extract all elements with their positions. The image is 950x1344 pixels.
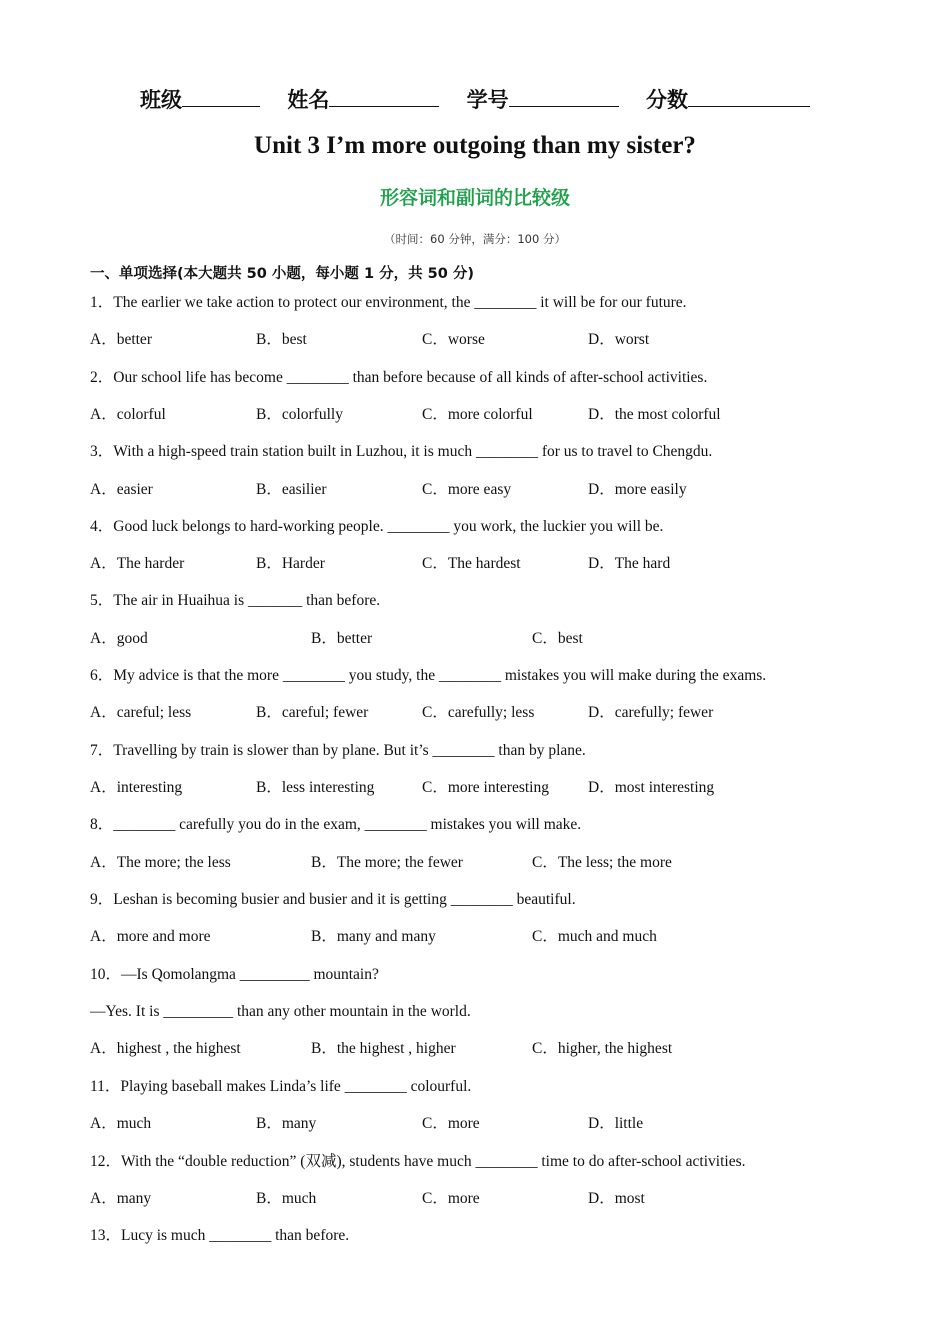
name-blank[interactable]: [329, 86, 439, 107]
question-stem: 1．The earlier we take action to protect our environment, the ________ it will be for our future.: [90, 294, 687, 311]
score-blank[interactable]: [688, 86, 810, 107]
student-id-field: [467, 88, 626, 112]
question-stem: 6．My advice is that the more ________ you study, the ________ mistakes you will make during the exams.: [90, 667, 767, 684]
student-info-header: [0, 84, 950, 114]
option-b[interactable]: B．the highest , higher: [311, 1040, 456, 1057]
option-a[interactable]: A．more and more: [90, 928, 211, 945]
option-a[interactable]: A．The more; the less: [90, 854, 231, 871]
option-c[interactable]: C．higher, the highest: [532, 1040, 673, 1057]
option-a[interactable]: A．better: [90, 331, 152, 348]
option-c[interactable]: C．worse: [422, 331, 485, 348]
student-id-label: 学号: [466, 88, 509, 112]
question-stem: 5．The air in Huaihua is _______ than before.: [90, 592, 381, 609]
option-d[interactable]: D．the most colorful: [588, 406, 721, 423]
option-d[interactable]: D．little: [588, 1115, 644, 1132]
question-stem: 11．Playing baseball makes Linda’s life ________ colourful.: [90, 1078, 472, 1095]
option-c[interactable]: C．more easy: [422, 481, 512, 498]
option-b[interactable]: B．best: [256, 331, 307, 348]
name-field: [287, 88, 446, 112]
option-a[interactable]: A．colorful: [90, 406, 166, 423]
name-label: 姓名: [287, 88, 330, 112]
option-a[interactable]: A．good: [90, 630, 148, 647]
option-d[interactable]: D．The hard: [588, 555, 671, 572]
option-b[interactable]: B．less interesting: [256, 779, 375, 796]
option-a[interactable]: A．highest , the highest: [90, 1040, 241, 1057]
question-stem: 9．Leshan is becoming busier and busier and it is getting ________ beautiful.: [90, 891, 576, 908]
option-a[interactable]: A．easier: [90, 481, 153, 498]
student-id-blank[interactable]: [509, 86, 619, 107]
option-d[interactable]: D．worst: [588, 331, 650, 348]
option-c[interactable]: C．much and much: [532, 928, 657, 945]
option-b[interactable]: B．colorfully: [256, 406, 343, 423]
class-label: 班级: [140, 88, 183, 112]
option-c[interactable]: C．carefully; less: [422, 704, 535, 721]
question-stem: 10．—Is Qomolangma _________ mountain?: [90, 966, 379, 983]
section-heading: 一、单项选择(本大题共 50 小题，每小题 1 分，共 50 分): [90, 266, 474, 282]
option-b[interactable]: B．careful; fewer: [256, 704, 369, 721]
option-a[interactable]: A．The harder: [90, 555, 185, 572]
option-b[interactable]: B．many and many: [311, 928, 436, 945]
question-stem: 3．With a high-speed train station built in Luzhou, it is much ________ for us to travel to Chengdu.: [90, 443, 713, 460]
question-stem: 13．Lucy is much ________ than before.: [90, 1227, 350, 1244]
option-d[interactable]: D．most: [588, 1190, 645, 1207]
option-c[interactable]: C．more: [422, 1190, 480, 1207]
option-a[interactable]: A．careful; less: [90, 704, 192, 721]
time-note: （时间：60 分钟，满分：100 分）: [384, 232, 566, 246]
question-stem: 7．Travelling by train is slower than by plane. But it’s ________ than by plane.: [90, 742, 586, 759]
option-b[interactable]: B．many: [256, 1115, 317, 1132]
class-field: [140, 88, 267, 112]
topic-subtitle: 形容词和副词的比较级: [379, 187, 570, 209]
option-a[interactable]: A．many: [90, 1190, 152, 1207]
question-stem-continued: —Yes. It is _________ than any other mountain in the world.: [90, 1003, 471, 1020]
option-d[interactable]: D．most interesting: [588, 779, 715, 796]
option-c[interactable]: C．more interesting: [422, 779, 549, 796]
option-d[interactable]: D．carefully; fewer: [588, 704, 714, 721]
option-b[interactable]: B．easilier: [256, 481, 327, 498]
option-d[interactable]: D．more easily: [588, 481, 687, 498]
option-b[interactable]: B．The more; the fewer: [311, 854, 463, 871]
question-stem: 4．Good luck belongs to hard-working people. ________ you work, the luckier you will be.: [90, 518, 664, 535]
question-stem: 8．________ carefully you do in the exam, ________ mistakes you will make.: [90, 816, 582, 833]
option-b[interactable]: B．much: [256, 1190, 317, 1207]
option-a[interactable]: A．much: [90, 1115, 152, 1132]
question-stem: 2．Our school life has become ________ than before because of all kinds of after-school activities.: [90, 369, 708, 386]
option-c[interactable]: C．The hardest: [422, 555, 521, 572]
score-label: 分数: [645, 88, 688, 112]
option-c[interactable]: C．more colorful: [422, 406, 533, 423]
score-field: [646, 88, 810, 112]
option-a[interactable]: A．interesting: [90, 779, 183, 796]
class-blank[interactable]: [182, 86, 260, 107]
option-c[interactable]: C．best: [532, 630, 583, 647]
option-c[interactable]: C．The less; the more: [532, 854, 672, 871]
unit-title: Unit 3 I’m more outgoing than my sister?: [254, 132, 696, 159]
option-c[interactable]: C．more: [422, 1115, 480, 1132]
option-b[interactable]: B．better: [311, 630, 373, 647]
question-stem: 12．With the “double reduction” (双减), students have much ________ time to do after-school activities.: [90, 1153, 746, 1170]
option-b[interactable]: B．Harder: [256, 555, 325, 572]
